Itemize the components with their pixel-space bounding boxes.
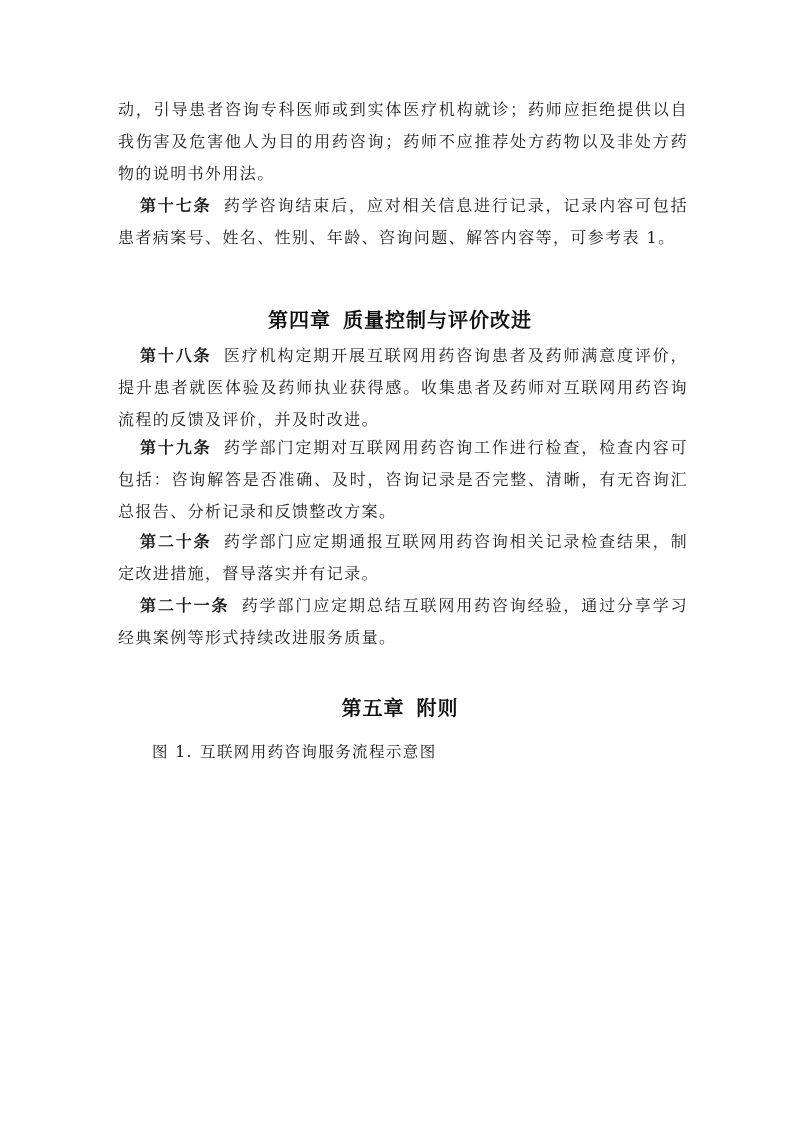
article-20-number: 第二十条 — [140, 532, 212, 551]
chapter-5-number: 第五章 — [341, 696, 405, 720]
chapter-4-heading — [0, 304, 800, 333]
article-19-text: 药学部门定期对互联网用药咨询工作进行检查，检查内容可包括：咨询解答是否准确、及时，咨询记录是否完整、清晰，有无咨询汇总报告、分析记录和反馈整改方案。 — [118, 438, 688, 521]
article-21-number: 第二十一条 — [140, 596, 230, 615]
chapter-4-number: 第四章 — [268, 308, 331, 332]
continuation-paragraph — [118, 94, 688, 190]
article-21 — [118, 590, 688, 654]
chapter-4-title: 质量控制与评价改进 — [343, 308, 532, 332]
figure-1-label: 图 1. — [152, 743, 193, 761]
article-19-number: 第十九条 — [140, 438, 212, 457]
chapter-5-heading — [0, 692, 800, 721]
figure-1-title: 互联网用药咨询服务流程示意图 — [200, 743, 437, 761]
article-18-number: 第十八条 — [140, 346, 212, 365]
article-19 — [118, 432, 688, 528]
article-21-text: 药学部门应定期总结互联网用药咨询经验，通过分享学习经典案例等形式持续改进服务质量。 — [118, 596, 688, 647]
article-17 — [118, 190, 688, 254]
figure-1-caption — [152, 736, 437, 768]
article-17-text: 药学咨询结束后，应对相关信息进行记录，记录内容可包括患者病案号、姓名、性别、年龄、咨询问题、解答内容等，可参考表 1。 — [118, 196, 688, 247]
article-17-number: 第十七条 — [140, 196, 212, 215]
chapter-5-title: 附则 — [416, 696, 459, 720]
article-18 — [118, 340, 688, 436]
article-20 — [118, 526, 688, 590]
article-18-text: 医疗机构定期开展互联网用药咨询患者及药师满意度评价，提升患者就医体验及药师执业获得感。收集患者及药师对互联网用药咨询流程的反馈及评价，并及时改进。 — [118, 346, 688, 429]
continuation-text: 动，引导患者咨询专科医师或到实体医疗机构就诊；药师应拒绝提供以自我伤害及危害他人为目的用药咨询；药师不应推荐处方药物以及非处方药物的说明书外用法。 — [118, 100, 688, 183]
article-20-text: 药学部门应定期通报互联网用药咨询相关记录检查结果，制定改进措施，督导落实并有记录。 — [118, 532, 688, 583]
